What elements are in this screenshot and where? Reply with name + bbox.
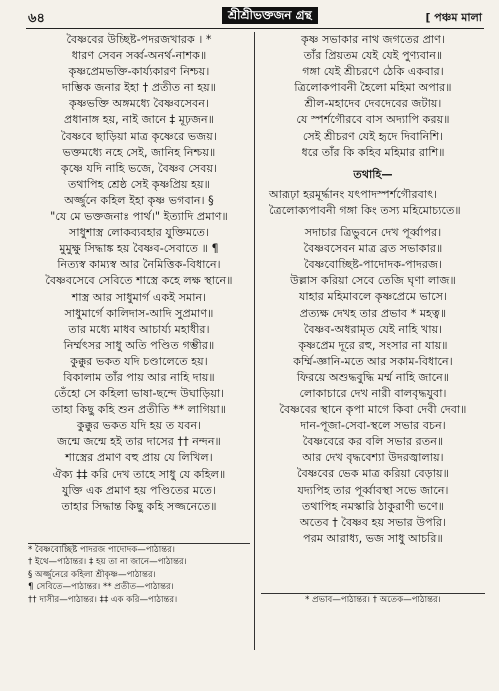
verse-line: প্রধানাঙ্গ হয়, নাই জানে ‡ মূঢ়জন॥: [63, 113, 215, 127]
footnote-line: * বৈষ্ণবোচ্ছিষ্ট পাদরজ পাদোদক—পাঠান্তর।: [28, 545, 175, 555]
verse-line: যদ্যপিহ তার পূর্ব্বাবস্থা সভে জানে।: [297, 483, 449, 497]
verse-line: অতেব † বৈষ্ণব হয় সভার উপরি।: [299, 515, 447, 529]
page-number: ৬৪: [28, 11, 45, 26]
verse-line: কুক্কুর ভকত যদি চণ্ডালেতে হয়।: [70, 354, 208, 368]
verse-line: বৈষ্ণব-অধরামৃত যেই নাহি খায়।: [303, 322, 443, 336]
verse-line: ধারণ সেবন সর্ব্ব-অনর্থ-নাশক॥: [71, 49, 207, 63]
verse-line: বৈষ্ণবসেবন মাত্র ব্রত সভাকার॥: [303, 242, 443, 256]
verse-line: শাস্ত্রের প্রমাণ বহু প্রায় যে লিখিল।: [65, 451, 213, 465]
verse-line: দাম্ভিক জনার ইহা † প্রতীত না হয়॥: [61, 81, 216, 95]
verse-line: তার মধ্যে মাধব আচার্য্য মহাধীর।: [68, 322, 210, 336]
verse-line: বৈষ্ণবে ছাড়িয়া মাত্র কৃষ্ণেরে ভজয়।: [61, 129, 217, 143]
sanskrit-sloka: [261, 187, 485, 219]
footnote-line: § অর্জ্জুনেরে কহিলা শ্রীকৃষ্ণ—পাঠান্তর।: [28, 569, 156, 580]
verse-line: তেঁহো সে কহিলা ভাষা-ছন্দে উঘাড়িয়া।: [53, 387, 225, 401]
footnotes-left: [28, 543, 250, 606]
verse-line: যে স্পর্শগৌরবে বাস অদ্যাপি করয়॥: [296, 113, 450, 127]
verse-line: সদাচার ত্রিভুবনে দেখ পূর্ব্বাপর।: [304, 226, 442, 240]
page-header: [26, 6, 484, 29]
verse-line: বৈষ্ণবসেবে সেবিতে শাস্ত্রে কহে লক্ষ স্থানে॥: [45, 274, 233, 288]
verse-line: "যে মে ভক্তজনাঃ পার্থ।" ইত্যাদি প্রমাণ॥: [50, 210, 228, 224]
verse-line: মুমুক্ষু সিদ্ধাঙ্ক হয় বৈষ্ণব-সেবাতে ॥ ¶: [59, 242, 219, 256]
right-verses-top: [261, 32, 485, 161]
footnote-line: †† দাসীর—পাঠান্তর। ‡‡ এক করি—পাঠান্তর।: [28, 594, 178, 605]
verse-line: কৃষ্ণ সভাকার নাথ জগতের প্রাণ।: [301, 33, 445, 46]
verse-line: বৈষ্ণবের স্থানে কৃপা মাগে কিবা দেবী দেবা॥: [279, 403, 467, 417]
sloka-line: ত্রৈলোক্যপাবনী গঙ্গা কিং তস্য মহিমোচ্যতে॥: [269, 203, 461, 217]
verse-line: লোকাচারে দেখ নারী বালবৃদ্ধযুবা।: [299, 386, 447, 400]
volume-label: [ পঞ্চম মালা: [425, 11, 482, 24]
footnote-line: † ইথে—পাঠান্তর। ‡ হয় তা না জানে—পাঠান্তর।: [28, 557, 187, 568]
footnotes-right: * প্রভাব—পাঠান্তর। † অতেক—পাঠান্তর।: [261, 593, 485, 607]
sloka-line: আরূঢ়া হরমূর্দ্ধানং যৎপাদস্পর্শগৌরবাৎ।: [269, 187, 438, 201]
verse-line: বৈষ্ণবের ভেক মাত্র করিয়া বেড়ায়॥: [297, 467, 449, 481]
verse-line: বৈষ্ণবোচ্ছিষ্ট-পাদোদক-পাদরজ।: [303, 258, 443, 272]
verse-line: তথাপিহ নমস্কারি ঠাকুরাণী ভণে॥: [301, 499, 445, 513]
verse-line: আর দেখ বৃদ্ধবেশ্যা উদরজ্বালায়।: [302, 451, 444, 465]
column-divider: [254, 32, 255, 650]
verse-line: সাধুশাস্ত্র লোকব্যবহার যুক্তিমতে।: [68, 226, 210, 240]
verse-line: নিত্যস্ব কাম্যস্ব আর নৈমিত্তিক-বিধানে।: [57, 258, 221, 272]
verse-line: তাহা কিছু কহি শুন প্রতীতি ** লাগিয়া॥: [51, 403, 227, 417]
verse-line: তাঁর প্রিয়তম যেই যেই পুণ্যবান॥: [303, 49, 443, 63]
verse-line: উল্লাস করিয়া সেবে তেজি ঘৃণা লাজ॥: [290, 274, 456, 288]
verse-line: ফিরয়ে অশুদ্ধবুদ্ধি মর্ম্ম নাহি জানে॥: [296, 370, 450, 384]
verse-line: কৃষ্ণপ্রেম দূরে রহু, সংসার না যায়॥: [298, 338, 448, 352]
verse-line: বৈষ্ণবেরে কর বলি সভার রতন॥: [302, 435, 444, 449]
verse-line: ধরে তাঁর কি কহিব মহিমার রাশি॥: [301, 145, 445, 159]
sloka-heading: তথাহি—: [353, 167, 393, 181]
footnote-line: ¶ সেবিতে—পাঠান্তর। ** প্রতীত—পাঠান্তর।: [28, 582, 174, 593]
verse-line: যাহার মহিমাবলে কৃষ্ণপ্রেমে ভাসে।: [298, 290, 447, 304]
verse-line: কৃষ্ণভক্তি অঙ্গমধ্যে বৈষ্ণবসেবন।: [69, 97, 209, 111]
verse-line: তথাপিহ শ্রেষ্ঠ সেই কৃষ্ণপ্রিয় হয়॥: [68, 177, 210, 191]
verse-line: ত্রিলোকপাবনী হৈলো মহিমা অপার॥: [294, 81, 452, 95]
verse-line: তাহার সিদ্ধান্ত কিছু কহি সজ্জনেতে॥: [61, 499, 217, 513]
verse-line: ঐক্য ‡‡ করি দেখ তাহে সাধু যে কহিল॥: [52, 467, 226, 481]
verse-line: বিকালাম তাঁর পায় আর নাহি দায়॥: [63, 370, 215, 384]
verse-line: গঙ্গা যেই শ্রীচরণে ঠেকি একবার।: [302, 65, 444, 79]
verse-line: জন্মে জন্মে হই তার দাসের †† নন্দন॥: [57, 435, 221, 449]
verse-line: নির্ম্মৎসর সাধু অতি পণ্ডিত গম্ভীর॥: [63, 338, 215, 352]
right-verses-bottom: [261, 225, 485, 547]
verse-line: কর্ম্মি-জ্ঞানি-মতে আর সকাম-বিধানে।: [293, 354, 453, 368]
verse-line: শাস্ত্র আর সাধুমার্গ একই সমান।: [71, 290, 207, 304]
verse-line: কুক্কুর ভকত যদি হয় ত যবন।: [76, 419, 202, 433]
verse-line: যুক্তি এক প্রমাণ হয় পণ্ডিতের মতে।: [61, 483, 217, 497]
verse-line: কৃষ্ণে যদি নাহি ভজে, বৈষ্ণব সেবয়।: [60, 161, 218, 175]
verse-line: সাধুমার্গে কালিদাস-আদি সুপ্রমাণ॥: [64, 306, 214, 320]
verse-line: ভক্তমধ্যে নহে সেই, জানিহ নিশ্চয়॥: [62, 145, 216, 159]
verse-line: দান-পূজা-সেবা-স্থলে সভার বচন।: [300, 419, 446, 433]
verse-line: প্রত্যক্ষ দেখহ তার প্রভাব * মহত্ব॥: [299, 306, 447, 320]
verse-line: পরম আরাধ্য, ভজ সাধু আচরি॥: [303, 531, 443, 545]
book-title: শ্রীশ্রীভক্তজন গ্রন্থ: [222, 7, 318, 24]
verse-line: বৈষ্ণবের উচ্ছিষ্ট-পদরজখারক । *: [66, 33, 212, 46]
verse-line: শ্রীল-মহাদেব দেবদেবের জটায়।: [304, 97, 442, 111]
verse-line: সেই শ্রীচরণ যেই হৃদে দিবানিশি।: [302, 129, 444, 143]
left-column: [28, 32, 250, 515]
right-column: [261, 32, 485, 547]
verse-line: কৃষ্ণপ্রেমভক্তি-কার্য্যকারণ নিশ্চয়।: [68, 65, 210, 79]
verse-line: অর্জ্জুনে কহিল ইহা কৃষ্ণ ভগবান। §: [64, 193, 214, 207]
